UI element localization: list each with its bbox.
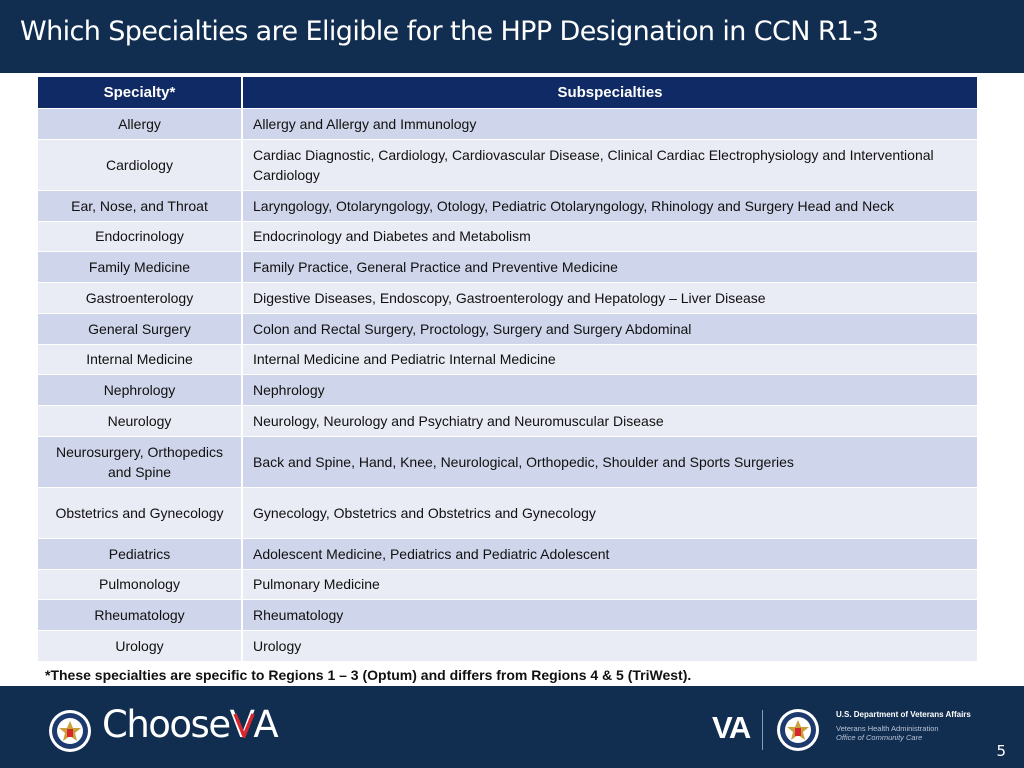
specialty-cell: Allergy bbox=[38, 109, 242, 140]
subspecialties-cell: Cardiac Diagnostic, Cardiology, Cardiovascular Disease, Clinical Cardiac Electrophysiology and Interventional Cardiology bbox=[242, 139, 977, 190]
specialty-cell: Pediatrics bbox=[38, 538, 242, 569]
table-row bbox=[38, 344, 977, 375]
table-row bbox=[38, 190, 977, 221]
subspecialties-cell: Endocrinology and Diabetes and Metabolism bbox=[242, 221, 977, 252]
table-row bbox=[38, 569, 977, 600]
table-row bbox=[38, 487, 977, 538]
specialty-cell: Internal Medicine bbox=[38, 344, 242, 375]
department-name: U.S. Department of Veterans Affairs bbox=[836, 710, 971, 719]
specialty-cell: Nephrology bbox=[38, 375, 242, 406]
subspecialties-cell: Family Practice, General Practice and Preventive Medicine bbox=[242, 252, 977, 283]
specialty-cell: Endocrinology bbox=[38, 221, 242, 252]
specialty-cell: Ear, Nose, and Throat bbox=[38, 190, 242, 221]
table-row bbox=[38, 538, 977, 569]
column-header-subspecialties: Subspecialties bbox=[242, 77, 977, 109]
subspecialties-cell: Rheumatology bbox=[242, 600, 977, 631]
specialty-cell: Pulmonology bbox=[38, 569, 242, 600]
specialty-table bbox=[38, 77, 977, 661]
specialty-cell: Cardiology bbox=[38, 139, 242, 190]
column-header-specialty: Specialty* bbox=[38, 77, 242, 109]
va-seal-icon bbox=[776, 708, 820, 752]
office-name: Office of Community Care bbox=[836, 733, 923, 742]
va-seal-icon bbox=[48, 709, 92, 753]
subspecialties-cell: Gynecology, Obstetrics and Obstetrics and Gynecology bbox=[242, 487, 977, 538]
table-row bbox=[38, 221, 977, 252]
specialty-cell: Neurosurgery, Orthopedics and Spine bbox=[38, 436, 242, 487]
page-number: 5 bbox=[996, 742, 1006, 760]
slide-header bbox=[0, 0, 1024, 73]
table-row bbox=[38, 313, 977, 344]
department-text bbox=[836, 710, 971, 742]
subspecialties-cell: Colon and Rectal Surgery, Proctology, Surgery and Surgery Abdominal bbox=[242, 313, 977, 344]
administration-name: Veterans Health Administration bbox=[836, 724, 939, 733]
table-row bbox=[38, 252, 977, 283]
table-row bbox=[38, 600, 977, 631]
table-row bbox=[38, 283, 977, 314]
table-row bbox=[38, 406, 977, 437]
table-row bbox=[38, 139, 977, 190]
specialty-cell: Gastroenterology bbox=[38, 283, 242, 314]
slide-footer bbox=[0, 686, 1024, 768]
choose-va-logo-text: ChooseV A bbox=[102, 703, 278, 746]
subspecialties-cell: Adolescent Medicine, Pediatrics and Pediatric Adolescent bbox=[242, 538, 977, 569]
subspecialties-cell: Nephrology bbox=[242, 375, 977, 406]
subspecialties-cell: Internal Medicine and Pediatric Internal Medicine bbox=[242, 344, 977, 375]
specialty-cell: Urology bbox=[38, 631, 242, 662]
subspecialties-cell: Digestive Diseases, Endoscopy, Gastroenterology and Hepatology – Liver Disease bbox=[242, 283, 977, 314]
specialty-cell: Family Medicine bbox=[38, 252, 242, 283]
subspecialties-cell: Back and Spine, Hand, Knee, Neurological, Orthopedic, Shoulder and Sports Surgeries bbox=[242, 436, 977, 487]
subspecialties-cell: Urology bbox=[242, 631, 977, 662]
footer-divider bbox=[762, 710, 763, 750]
slide-title: Which Specialties are Eligible for the HPP Designation in CCN R1-3 bbox=[20, 16, 879, 47]
va-wordmark: VA bbox=[712, 710, 750, 745]
footnote: *These specialties are specific to Regions 1 – 3 (Optum) and differs from Regions 4 & 5 (TriWest). bbox=[45, 667, 692, 683]
specialty-cell: Obstetrics and Gynecology bbox=[38, 487, 242, 538]
specialty-cell: Neurology bbox=[38, 406, 242, 437]
table-row bbox=[38, 631, 977, 662]
table-row bbox=[38, 109, 977, 140]
table-body bbox=[38, 109, 977, 662]
subspecialties-cell: Neurology, Neurology and Psychiatry and Neuromuscular Disease bbox=[242, 406, 977, 437]
subspecialties-cell: Allergy and Allergy and Immunology bbox=[242, 109, 977, 140]
table-row bbox=[38, 436, 977, 487]
subspecialties-cell: Laryngology, Otolaryngology, Otology, Pediatric Otolaryngology, Rhinology and Surgery Head and Neck bbox=[242, 190, 977, 221]
table-header-row bbox=[38, 77, 977, 109]
specialty-table-container bbox=[38, 77, 977, 661]
specialty-cell: Rheumatology bbox=[38, 600, 242, 631]
subspecialties-cell: Pulmonary Medicine bbox=[242, 569, 977, 600]
choose-va-logo bbox=[48, 703, 278, 755]
table-row bbox=[38, 375, 977, 406]
specialty-cell: General Surgery bbox=[38, 313, 242, 344]
